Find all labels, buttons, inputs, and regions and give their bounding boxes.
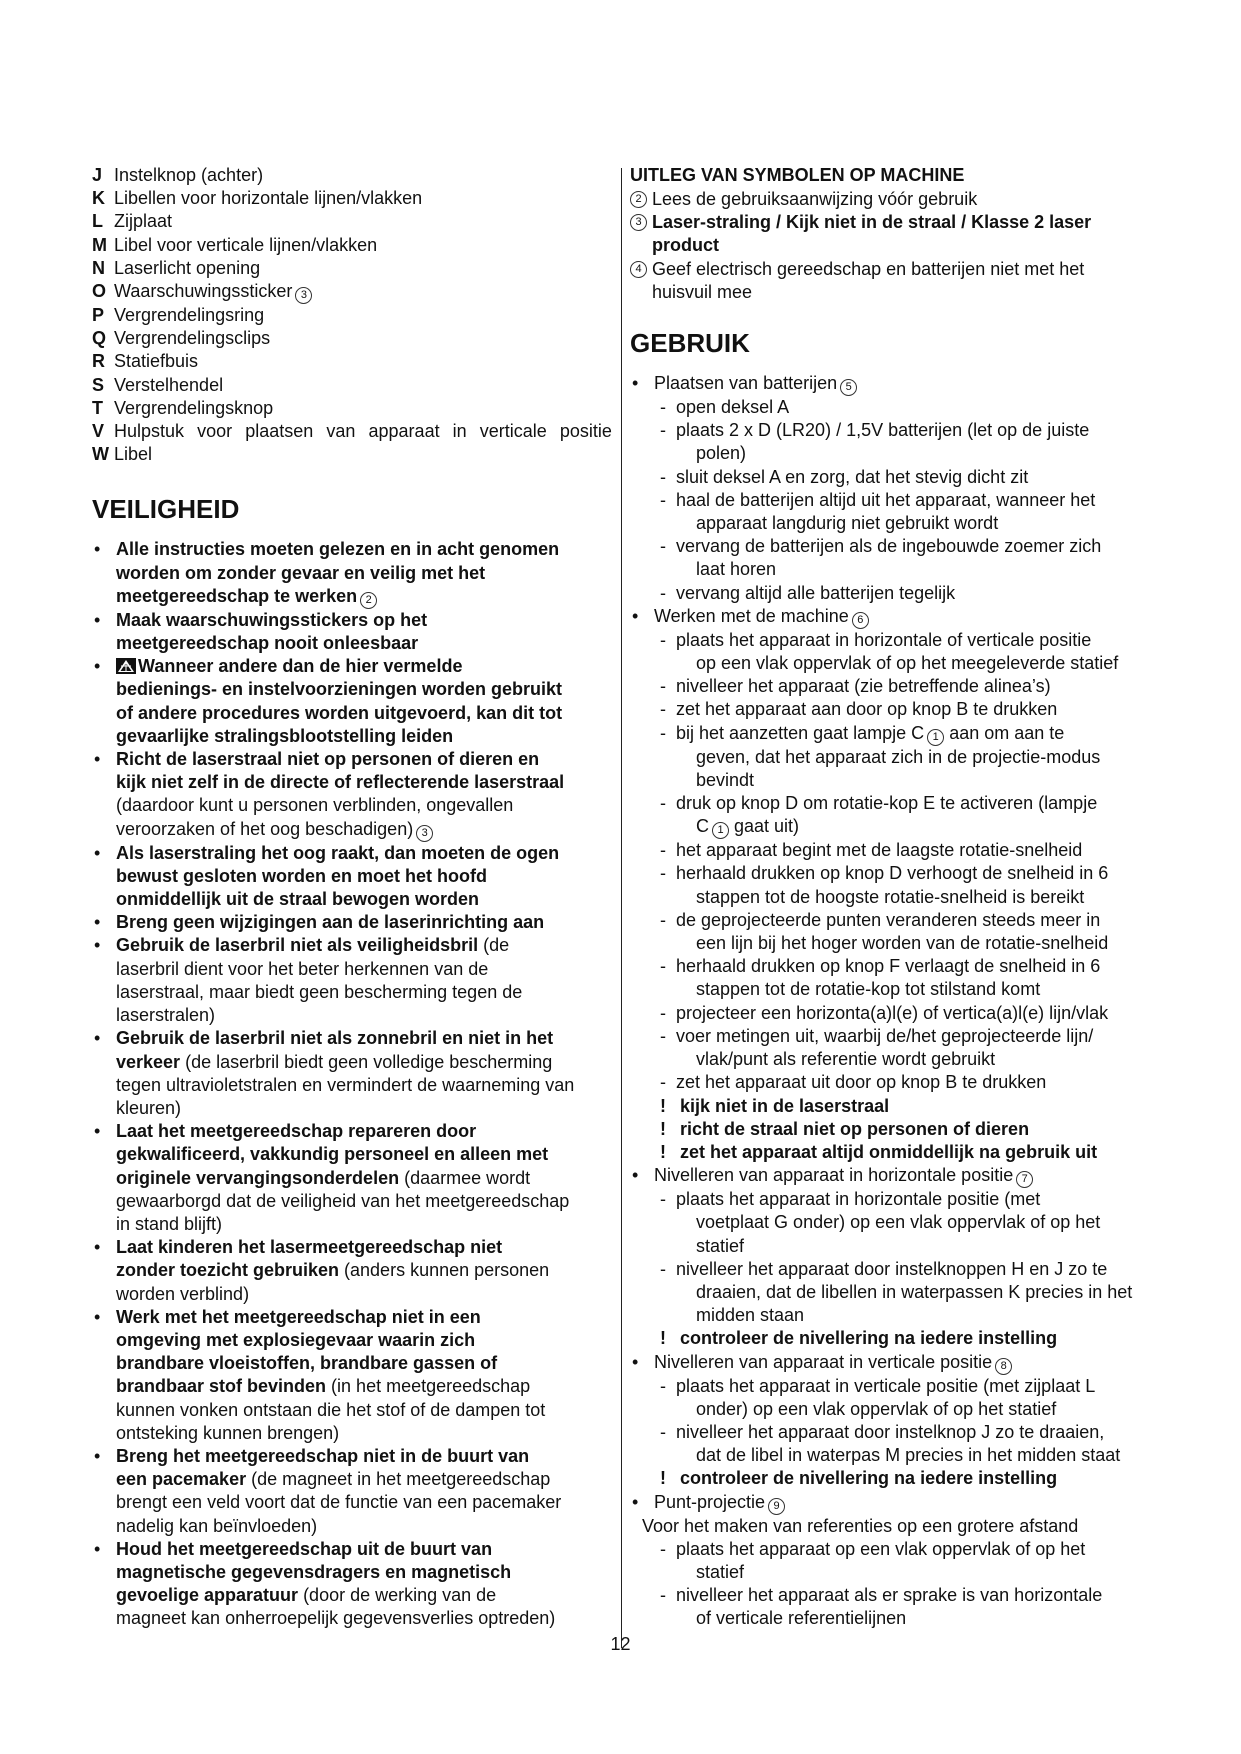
bullet: • xyxy=(632,605,639,626)
usage-step: - plaats het apparaat op een vlak oppervlak of op het statief xyxy=(660,1538,1086,1582)
safety-text: Breng het meetgereedschap niet in de buurt van een pacemaker (de magneet in het meetgereedschap brengt een veld voort dat de functie van een pacemaker nadelig kan beïnvloeden) xyxy=(116,1445,562,1536)
usage-section xyxy=(630,372,1158,1631)
part-word: plaatsen xyxy=(245,421,314,442)
part-item xyxy=(92,443,612,466)
bullet: • xyxy=(94,1028,101,1049)
dash: - xyxy=(660,1421,666,1442)
part-key: K xyxy=(92,188,105,209)
usage-step: - zet het apparaat aan door op knop B te drukken xyxy=(630,698,1158,721)
safety-text: Werk met het meetgereedschap niet in een omgeving met explosiegevaar waarin zich brandbare vloeistoffen, brandbare gassen of brandbaar stof bevinden (in het meetgereedschap kunnen vonken ontstaan die het stof of de dampen tot ontsteking kunnen brengen) xyxy=(116,1306,546,1443)
part-key: V xyxy=(92,421,105,442)
safety-item xyxy=(92,1306,612,1445)
part-key: Q xyxy=(92,328,107,349)
bullet: • xyxy=(94,842,101,863)
usage-step: - projecteer een horizonta(a)l(e) of vertica(a)l(e) lijn/vlak xyxy=(630,1002,1158,1025)
part-key: W xyxy=(92,444,109,465)
part-word: van xyxy=(326,421,356,442)
safety-item xyxy=(92,655,612,748)
part-word: Hulpstuk xyxy=(114,421,185,442)
warning-item: ! zet het apparaat altijd onmiddellijk na gebruik uit xyxy=(630,1141,1158,1164)
dash: - xyxy=(660,909,666,930)
part-item xyxy=(92,397,612,420)
part-text: Waarschuwingssticker xyxy=(114,281,293,302)
bullet: • xyxy=(632,1351,639,1372)
usage-step: - plaats het apparaat in horizontale of verticale positie op een vlak oppervlak of op het meegeleverde statief xyxy=(660,629,1119,674)
figure-ref-icon: 4 xyxy=(630,261,647,278)
safety-text: Alle instructies moeten gelezen en in acht genomen worden om zonder gevaar en veilig met het meetgereedschap te werken 2 xyxy=(116,538,612,608)
figure-ref-icon: 2 xyxy=(630,191,647,208)
part-key: L xyxy=(92,211,103,232)
safety-item xyxy=(92,748,612,842)
dash: - xyxy=(660,676,666,697)
dash: - xyxy=(660,722,666,743)
bullet: • xyxy=(94,1121,101,1142)
safety-list xyxy=(92,538,612,1630)
exclamation-icon: ! xyxy=(660,1141,666,1162)
usage-step: - vervang altijd alle batterijen tegelijk xyxy=(630,582,1158,605)
safety-text: Gebruik de laserbril niet als zonnebril en niet in het verkeer (de laserbril biedt geen volledige bescherming tegen ultravioletstralen en vermindert de waarneming van kleuren) xyxy=(116,1028,575,1118)
safety-text: Gebruik de laserbril niet als veiligheidsbril (de laserbril dient voor het beter herkennen van de laserstraal, maar biedt geen bescherming tegen de laserstralen) xyxy=(116,935,523,1026)
symbols-heading: UITLEG VAN SYMBOLEN OP MACHINE xyxy=(630,165,965,185)
dash: - xyxy=(660,1585,666,1606)
part-text: Libel voor verticale lijnen/vlakken xyxy=(114,234,378,255)
safety-item xyxy=(92,1236,612,1306)
symbol-item: 2 Lees de gebruiksaanwijzing vóór gebruik xyxy=(630,188,1158,211)
exclamation-icon: ! xyxy=(660,1468,666,1489)
part-key: N xyxy=(92,257,105,278)
safety-text: Als laserstraling het oog raakt, dan moeten de ogen bewust gesloten worden en moet het hoofd onmiddellijk uit de straal bewogen worden xyxy=(116,842,560,910)
part-key: S xyxy=(92,374,105,395)
safety-item xyxy=(92,842,612,912)
symbols-list xyxy=(630,188,1158,304)
part-word: in xyxy=(452,421,467,442)
dash: - xyxy=(660,397,666,418)
usage-step: - nivelleer het apparaat (zie betreffende alinea’s) xyxy=(630,675,1158,698)
bullet: • xyxy=(94,1237,101,1258)
part-key: M xyxy=(92,234,107,255)
safety-item xyxy=(92,1027,612,1120)
usage-step: - het apparaat begint met de laagste rotatie-snelheid xyxy=(630,839,1158,862)
safety-text: Houd het meetgereedschap uit de buurt van magnetische gegevensdragers en magnetisch gevoelige apparatuur (door de werking van de magneet kan onherroepelijk gegevensverlies optreden) xyxy=(116,1538,556,1629)
usage-step: - bij het aanzetten gaat lampje C 1 aan om aan te geven, dat het apparaat zich in de projectie-modus bevindt xyxy=(660,722,1101,790)
part-item xyxy=(92,210,612,233)
usage-step: - zet het apparaat uit door op knop B te drukken xyxy=(630,1071,1158,1094)
part-text: Zijplaat xyxy=(114,211,173,232)
usage-step: - plaats het apparaat in verticale positie (met zijplaat L onder) op een vlak oppervlak of op het statief xyxy=(660,1375,1096,1419)
usage-heading: GEBRUIK xyxy=(630,328,750,359)
part-item xyxy=(92,420,612,443)
part-item xyxy=(92,374,612,397)
part-text: Laserlicht opening xyxy=(114,257,261,278)
warning-item: ! kijk niet in de laserstraal xyxy=(630,1095,1158,1118)
usage-item: • Werken met de machine 6 xyxy=(630,605,1158,629)
dash: - xyxy=(660,1538,666,1559)
exclamation-icon: ! xyxy=(660,1118,666,1139)
part-text: Vergrendelingsknop xyxy=(114,397,274,418)
bullet: • xyxy=(94,749,101,770)
dash: - xyxy=(660,1002,666,1023)
figure-ref-icon: 5 xyxy=(840,379,857,396)
dash: - xyxy=(660,1375,666,1396)
dash: - xyxy=(660,420,666,441)
part-item xyxy=(92,234,612,257)
figure-ref-icon: 9 xyxy=(768,1498,785,1515)
symbol-item: 3 Laser-straling / Kijk niet in de straal / Klasse 2 laser product xyxy=(630,211,1158,257)
part-key: O xyxy=(92,281,107,302)
safety-text: Laat het meetgereedschap repareren door gekwalificeerd, vakkundig personeel en alleen met originele vervangingsonderdelen (daarmee wordt gewaarborgd dat de veiligheid van het meetgereedschap in stand blijft) xyxy=(116,1121,570,1234)
figure-ref-icon: 3 xyxy=(295,287,312,304)
dash: - xyxy=(660,840,666,861)
part-text xyxy=(114,420,612,443)
warning-item: ! controleer de nivellering na iedere instelling xyxy=(630,1467,1158,1490)
page-number: 12 xyxy=(610,1634,631,1654)
bullet: • xyxy=(632,1491,639,1512)
bullet: • xyxy=(94,539,101,560)
figure-ref-icon: 8 xyxy=(995,1358,1012,1375)
safety-text: Laat kinderen het lasermeetgereedschap niet zonder toezicht gebruiken (anders kunnen personen worden verblind) xyxy=(116,1237,550,1304)
usage-step: - druk op knop D om rotatie-kop E te activeren (lampje C 1 gaat uit) xyxy=(630,792,1158,839)
usage-step: - haal de batterijen altijd uit het apparaat, wanneer het apparaat langdurig niet gebruikt wordt xyxy=(660,489,1096,534)
bullet: • xyxy=(94,609,101,630)
dash: - xyxy=(660,699,666,720)
usage-item: • Nivelleren van apparaat in verticale positie 8 xyxy=(630,1351,1158,1375)
right-column xyxy=(630,164,1158,1631)
part-text: Libel xyxy=(114,444,153,465)
usage-item: • Nivelleren van apparaat in horizontale positie 7 xyxy=(630,1164,1158,1188)
usage-step: - nivelleer het apparaat door instelknoppen H en J zo te draaien, dat de libellen in waterpassen K precies in het midden staan xyxy=(660,1258,1133,1326)
part-item xyxy=(92,164,612,187)
dash: - xyxy=(660,466,666,487)
safety-item xyxy=(92,1538,612,1631)
dash: - xyxy=(660,956,666,977)
warning-item: ! richt de straal niet op personen of dieren xyxy=(630,1118,1158,1141)
exclamation-icon: ! xyxy=(660,1095,666,1116)
usage-step: - herhaald drukken op knop F verlaagt de snelheid in 6 stappen tot de rotatie-kop tot stilstand komt xyxy=(660,956,1101,1000)
part-text: Libellen voor horizontale lijnen/vlakken xyxy=(114,188,423,209)
dash: - xyxy=(660,489,666,510)
safety-item xyxy=(92,538,612,608)
part-key: T xyxy=(92,397,103,418)
part-item xyxy=(92,327,612,350)
laser-warning-icon xyxy=(116,658,136,674)
part-key: J xyxy=(92,165,103,185)
dash: - xyxy=(660,629,666,650)
safety-item xyxy=(92,911,612,934)
part-item xyxy=(92,257,612,280)
figure-ref-icon: 1 xyxy=(927,729,944,746)
dash: - xyxy=(660,536,666,557)
safety-item xyxy=(92,1445,612,1538)
exclamation-icon: ! xyxy=(660,1328,666,1349)
dash: - xyxy=(660,1072,666,1093)
bullet: • xyxy=(94,1306,101,1327)
symbol-item: 4 Geef electrisch gereedschap en batterijen niet met het huisvuil mee xyxy=(630,258,1158,304)
left-column xyxy=(92,164,612,1631)
figure-ref-icon: 6 xyxy=(852,612,869,629)
part-item xyxy=(92,304,612,327)
usage-step: - plaats 2 x D (LR20) / 1,5V batterijen (let op de juiste polen) xyxy=(660,420,1090,464)
part-key: R xyxy=(92,351,105,372)
dash: - xyxy=(660,1258,666,1279)
part-text: Vergrendelingsclips xyxy=(114,328,271,349)
usage-step: - de geprojecteerde punten veranderen steeds meer in een lijn bij het hoger worden van de rotatie-snelheid xyxy=(660,909,1109,954)
bullet: • xyxy=(94,935,101,956)
safety-text: Richt de laserstraal niet op personen of dieren en kijk niet zelf in de directe of reflecterende laserstraal (daardoor kunt u personen verblinden, ongevallen veroorzaken of het oog beschadigen) 3 xyxy=(116,748,612,842)
part-word: positie xyxy=(559,421,612,442)
figure-ref-icon: 3 xyxy=(630,214,647,231)
part-word: apparaat xyxy=(368,421,440,442)
dash: - xyxy=(660,863,666,884)
usage-item: • Plaatsen van batterijen 5 xyxy=(630,372,1158,396)
figure-ref-icon: 7 xyxy=(1016,1171,1033,1188)
part-text: Verstelhendel xyxy=(114,374,224,395)
usage-step: - herhaald drukken op knop D verhoogt de snelheid in 6 stappen tot de hoogste rotatie-snelheid is bereikt xyxy=(660,863,1109,907)
usage-intro: Voor het maken van referenties op een grotere afstand xyxy=(642,1515,1079,1536)
part-item xyxy=(92,350,612,373)
part-text: Statiefbuis xyxy=(114,351,199,372)
parts-list xyxy=(92,164,612,466)
usage-step: - voer metingen uit, waarbij de/het geprojecteerde lijn/ vlak/punt als referentie wordt gebruikt xyxy=(660,1025,1094,1070)
dash: - xyxy=(660,793,666,814)
part-word: voor xyxy=(197,421,233,442)
usage-step: - vervang de batterijen als de ingebouwde zoemer zich laat horen xyxy=(660,536,1102,580)
usage-step: - nivelleer het apparaat door instelknop J zo te draaien, dat de libel in waterpas M precies in het midden staat xyxy=(660,1421,1121,1466)
figure-ref-icon: 3 xyxy=(416,825,433,842)
warning-item: ! controleer de nivellering na iedere instelling xyxy=(630,1327,1158,1350)
dash: - xyxy=(660,1189,666,1210)
safety-item xyxy=(92,1120,612,1236)
safety-item xyxy=(92,934,612,1027)
part-text: Instelknop (achter) xyxy=(114,165,264,185)
bullet: • xyxy=(94,912,101,933)
safety-text: Maak waarschuwingsstickers op het meetgereedschap nooit onleesbaar xyxy=(116,609,428,654)
column-divider xyxy=(621,168,622,1648)
bullet: • xyxy=(94,1445,101,1466)
safety-item xyxy=(92,609,612,655)
figure-ref-icon: 2 xyxy=(360,592,377,609)
bullet: • xyxy=(94,656,101,677)
dash: - xyxy=(660,582,666,603)
usage-step: - plaats het apparaat in horizontale positie (met voetplaat G onder) op een vlak oppervlak of op het statief xyxy=(660,1189,1101,1256)
bullet: • xyxy=(632,1165,639,1186)
safety-text: Wanneer andere dan de hier vermelde bedienings- en instelvoorzieningen worden gebruikt of andere procedures worden uitgevoerd, kan dit tot gevaarlijke stralingsblootstelling leiden xyxy=(116,656,563,746)
part-item xyxy=(92,187,612,210)
safety-heading: VEILIGHEID xyxy=(92,494,240,525)
bullet: • xyxy=(94,1538,101,1559)
usage-step: - open deksel A xyxy=(630,396,1158,419)
bullet: • xyxy=(632,373,639,394)
part-item xyxy=(92,280,612,304)
figure-ref-icon: 1 xyxy=(712,822,729,839)
safety-text: Breng geen wijzigingen aan de laserinrichting aan xyxy=(116,912,545,933)
usage-item: • Punt-projectie 9 xyxy=(630,1491,1158,1515)
part-word: verticale xyxy=(479,421,547,442)
part-text: Vergrendelingsring xyxy=(114,305,265,326)
usage-step: - sluit deksel A en zorg, dat het stevig dicht zit xyxy=(630,466,1158,489)
usage-step: - nivelleer het apparaat als er sprake is van horizontale of verticale referentielijnen xyxy=(660,1585,1103,1629)
dash: - xyxy=(660,1025,666,1046)
part-key: P xyxy=(92,305,105,326)
